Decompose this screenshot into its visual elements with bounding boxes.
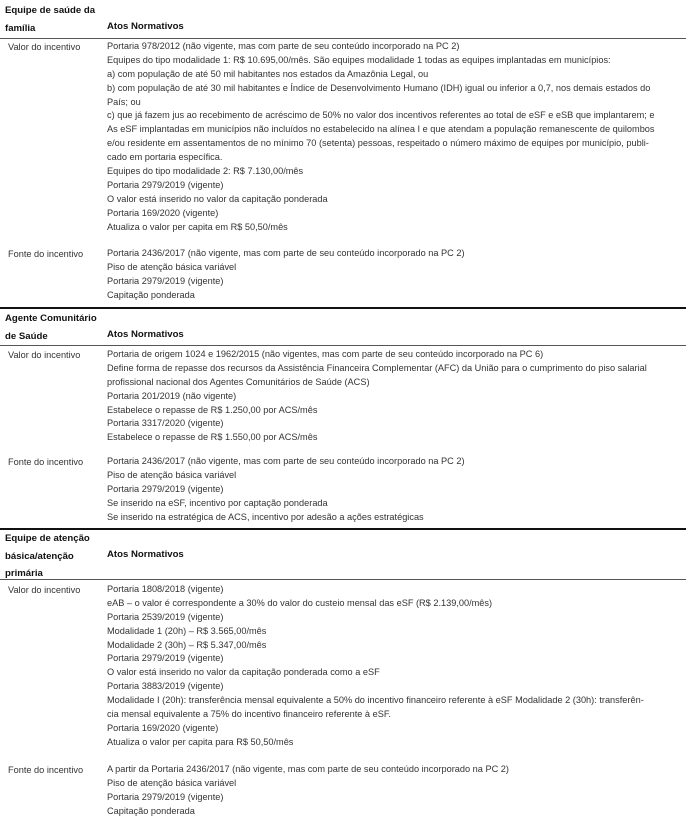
text-line: c) que já fazem jus ao recebimento de acréscimo de 50% no valor dos incentivos referentes ao total de eSF e eSB que implantarem; e (107, 110, 655, 121)
column-title: Atos Normativos (107, 549, 184, 560)
section-header-line: Equipe de saúde da (5, 5, 96, 16)
row-content (107, 348, 682, 445)
text-line: Portaria 2436/2017 (não vigente, mas com parte de seu conteúdo incorporado na PC 2) (107, 456, 465, 466)
header-divider (0, 345, 686, 346)
row-label: Valor do incentivo (8, 350, 81, 360)
text-line: Atualiza o valor per capita em R$ 50,50/mês (107, 221, 288, 232)
text-line: Portaria 2979/2019 (vigente) (107, 275, 224, 286)
section-header-line: família (5, 22, 36, 34)
text-line: Portaria 2436/2017 (não vigente, mas com parte de seu conteúdo incorporado na PC 2) (107, 248, 465, 258)
section-divider (0, 307, 686, 309)
text-line: Modalidade 2 (30h) – R$ 5.347,00/mês (107, 639, 267, 650)
text-line: Estabelece o repasse de R$ 1.250,00 por ACS/mês (107, 404, 318, 415)
text-line: Equipes do tipo modalidade 1: R$ 10.695,00/mês. São equipes modalidade 1 todas as equipes implantadas em municípios: (107, 54, 611, 65)
section-header-line: primária (5, 568, 43, 579)
text-line: Portaria 2979/2019 (vigente) (107, 179, 224, 190)
text-line: Portaria 2539/2019 (vigente) (107, 611, 224, 622)
text-line: Piso de atenção básica variável (107, 469, 237, 480)
text-line: Capitação ponderada (107, 805, 195, 816)
row-label: Valor do incentivo (8, 585, 81, 595)
text-line: Portaria 3317/2020 (vigente) (107, 418, 224, 429)
text-line: Estabelece o repasse de R$ 1.550,00 por ACS/mês (107, 432, 318, 443)
text-line: Portaria 2979/2019 (vigente) (107, 483, 224, 494)
text-line: País; ou (107, 96, 141, 107)
text-line: As eSF implantadas em municípios não incluídos no estabelecido na alínea I e que atendam a população remanescente de quilombos (107, 124, 655, 135)
text-line: Portaria 169/2020 (vigente) (107, 207, 219, 218)
section-header (5, 310, 105, 345)
text-line: Portaria 3883/2019 (vigente) (107, 681, 224, 692)
section-header (5, 2, 105, 37)
column-title: Atos Normativos (107, 21, 184, 32)
row-content (107, 455, 682, 524)
text-line: Portaria 2979/2019 (vigente) (107, 653, 224, 664)
text-line: Portaria 2979/2019 (vigente) (107, 791, 224, 802)
text-line: Portaria 978/2012 (não vigente, mas com parte de seu conteúdo incorporado na PC 2) (107, 41, 460, 51)
text-line: Modalidade I (20h): transferência mensal equivalente a 50% do incentivo financeiro referente à eSF Modalidade 2 (30h): transferên- (107, 695, 644, 706)
text-line: Equipes do tipo modalidade 2: R$ 7.130,00/mês (107, 166, 304, 177)
section-header-line: de Saúde (5, 330, 48, 342)
text-line: Piso de atenção básica variável (107, 777, 237, 788)
section-header-line: básica/atenção (5, 550, 74, 562)
row-content (107, 583, 682, 750)
header-divider (0, 38, 686, 39)
row-label: Fonte do incentivo (8, 249, 84, 259)
text-line: cia mensal equivalente a 75% do incentivo financeiro referente à eSF. (107, 709, 391, 720)
row-label: Fonte do incentivo (8, 457, 84, 467)
text-line: Atualiza o valor per capita para R$ 50,50/mês (107, 736, 294, 747)
text-line: Se inserido na estratégica de ACS, incentivo por adesão a ações estratégicas (107, 511, 424, 522)
row-content (107, 247, 682, 303)
text-line: eAB – o valor é correspondente a 30% do valor do custeio mensal das eSF (R$ 2.139,00/mês) (107, 597, 493, 608)
text-line: Portaria de origem 1024 e 1962/2015 (não vigentes, mas com parte de seu conteúdo incorporado na PC 6) (107, 349, 544, 359)
text-line: O valor está inserido no valor da capitação ponderada como a eSF (107, 667, 380, 678)
text-line: Piso de atenção básica variável (107, 261, 237, 272)
text-line: O valor está inserido no valor da capitação ponderada (107, 193, 328, 204)
column-title: Atos Normativos (107, 329, 184, 340)
row-content (107, 40, 682, 234)
section-header-line: Equipe de atenção (5, 533, 90, 544)
section-header (5, 530, 105, 583)
text-line: Define forma de repasse dos recursos da Assistência Financeira Complementar (AFC) da União para o cumprimento do piso salarial (107, 362, 647, 373)
text-line: Capitação ponderada (107, 289, 195, 300)
text-line: A partir da Portaria 2436/2017 (não vigente, mas com parte de seu conteúdo incorporado na PC 2) (107, 764, 509, 774)
text-line: b) com população de até 30 mil habitantes e Índice de Desenvolvimento Humano (IDH) igual ou inferior a 0,7, nos demais estados do (107, 82, 651, 93)
row-label: Valor do incentivo (8, 42, 81, 52)
row-label: Fonte do incentivo (8, 765, 84, 775)
header-divider (0, 579, 686, 580)
text-line: Portaria 169/2020 (vigente) (107, 722, 219, 733)
text-line: Portaria 201/2019 (não vigente) (107, 390, 237, 401)
row-content (107, 763, 682, 819)
text-line: cado em portaria específica. (107, 152, 223, 163)
text-line: a) com população de até 50 mil habitantes nos estados da Amazônia Legal, ou (107, 68, 429, 79)
text-line: Se inserido na eSF, incentivo por captação ponderada (107, 497, 328, 508)
text-line: profissional nacional dos Agentes Comunitários de Saúde (ACS) (107, 376, 370, 387)
section-header-line: Agente Comunitário (5, 313, 97, 324)
text-line: Modalidade 1 (20h) – R$ 3.565,00/mês (107, 625, 267, 636)
text-line: Portaria 1808/2018 (vigente) (107, 584, 224, 594)
text-line: e/ou residente em assentamentos de no mínimo 70 (setenta) pessoas, respeitado o número máximo de equipes por município, publi- (107, 138, 649, 149)
